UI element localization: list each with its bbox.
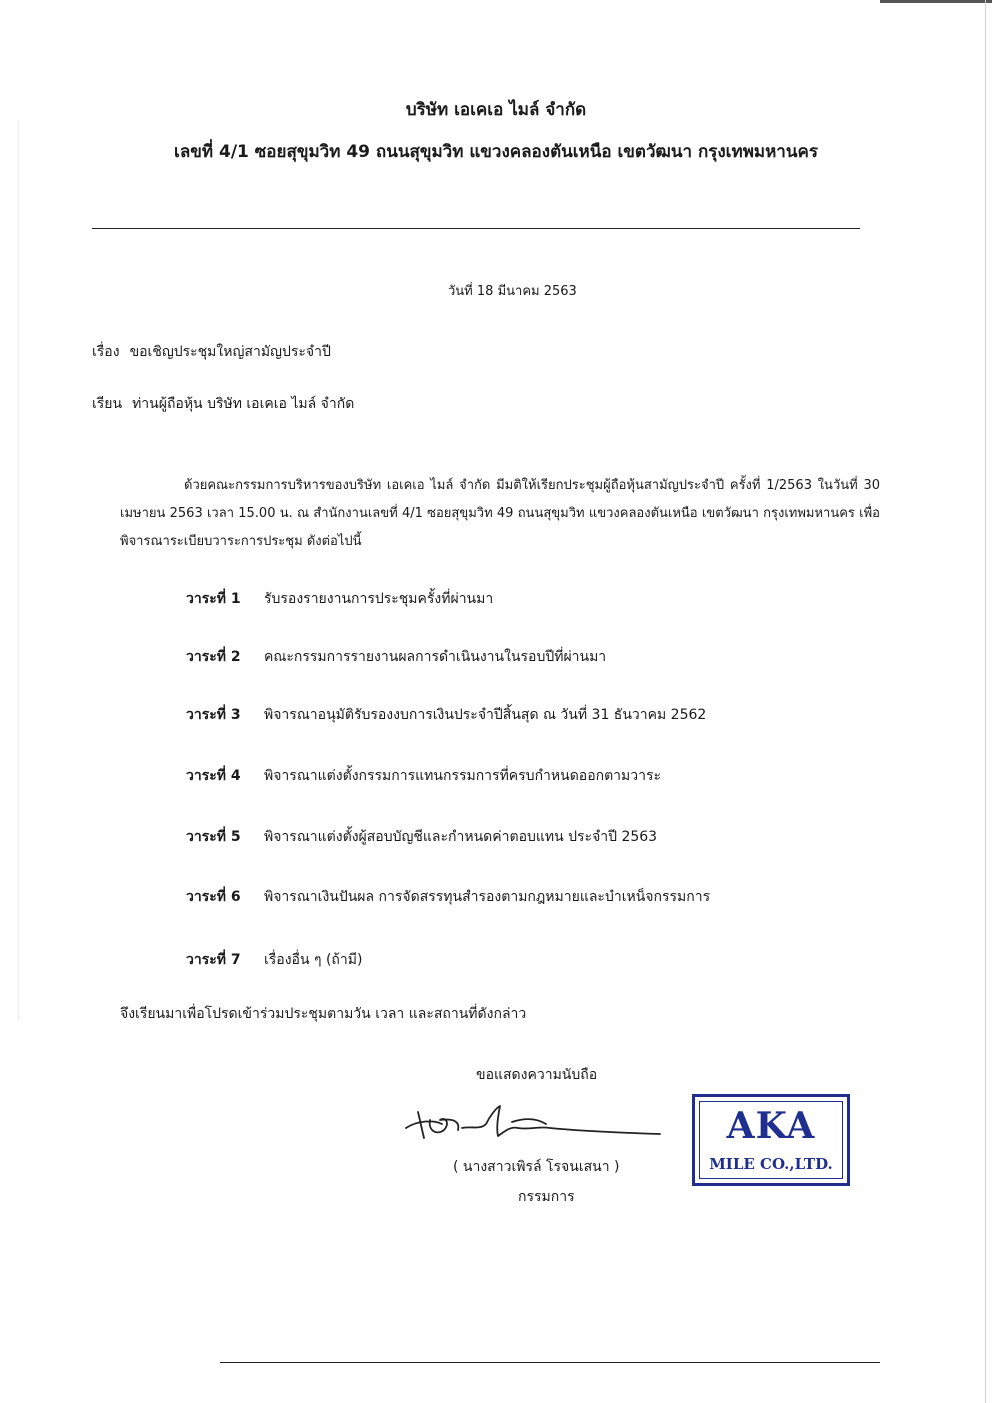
agenda-text: รับรองรายงานการประชุมครั้งที่ผ่านมา [264,591,494,607]
handwritten-signature [400,1098,700,1148]
agenda-item-4 [186,765,661,787]
subject-text: ขอเชิญประชุมใหญ่สามัญประจำปี [129,344,331,360]
signer-name: ( นางสาวเพิรล์ โรจนเสนา ) [453,1159,620,1175]
body-paragraph: ด้วยคณะกรรมการบริหารของบริษัท เอเคเอ ไมล์ จำกัด มีมติให้เรียกประชุมผู้ถือหุ้นสามัญประจำปี ครั้งที่ 1/2563 ในวันที่ 30 เมษายน 2563 เวลา 15.00 น. ณ สำนักงานเลขที่ 4/1 ซอยสุขุมวิท 49 ถนนสุขุมวิท แขวงคลองตันเหนือ เขตวัฒนา กรุงเทพมหานคร เพื่อพิจารณาระเบียบวาระการประชุม ดังต่อไปนี้ [120,478,880,549]
stamp-line-1: AKA [726,1105,816,1147]
agenda-number: วาระที่ 6 [186,889,241,905]
recipient-label: เรียน [92,396,123,412]
subject-line [92,341,331,363]
agenda-item-1 [186,588,493,610]
recipient-line [92,393,354,415]
agenda-text: เรื่องอื่น ๆ (ถ้ามี) [264,952,363,968]
scan-edge-right [985,0,986,1403]
stamp-line-2: MILE CO.,LTD. [709,1155,833,1173]
agenda-text: คณะกรรมการรายงานผลการดำเนินงานในรอบปีที่ผ่านมา [264,649,607,665]
agenda-number: วาระที่ 4 [186,768,241,784]
footer-divider [220,1362,880,1363]
agenda-item-2 [186,646,606,668]
company-address: เลขที่ 4/1 ซอยสุขุมวิท 49 ถนนสุขุมวิท แขวงคลองตันเหนือ เขตวัฒนา กรุงเทพมหานคร [174,142,818,162]
agenda-number: วาระที่ 3 [186,707,241,723]
agenda-text: พิจารณาเงินปันผล การจัดสรรทุนสำรองตามกฎหมายและบำเหน็จกรรมการ [264,889,711,905]
subject-label: เรื่อง [92,344,120,360]
agenda-item-7 [186,949,362,971]
closing-line: จึงเรียนมาเพื่อโปรดเข้าร่วมประชุมตามวัน เวลา และสถานที่ดังกล่าว [120,1006,527,1022]
company-stamp [692,1094,850,1186]
scan-edge-top [880,0,992,3]
company-name: บริษัท เอเคเอ ไมล์ จำกัด [405,100,587,120]
agenda-item-6 [186,886,710,908]
letter-date: วันที่ 18 มีนาคม 2563 [448,284,577,299]
signer-title: กรรมการ [518,1189,575,1205]
agenda-number: วาระที่ 5 [186,829,241,845]
agenda-text: พิจารณาแต่งตั้งผู้สอบบัญชีและกำหนดค่าตอบแทน ประจำปี 2563 [264,829,658,845]
agenda-number: วาระที่ 1 [186,591,241,607]
agenda-number: วาระที่ 2 [186,649,241,665]
scan-edge-left [18,120,19,1020]
regards-line: ขอแสดงความนับถือ [476,1067,598,1083]
agenda-item-3 [186,704,706,726]
agenda-number: วาระที่ 7 [186,952,241,968]
recipient-text: ท่านผู้ถือหุ้น บริษัท เอเคเอ ไมล์ จำกัด [132,396,355,412]
agenda-text: พิจารณาอนุมัติรับรองงบการเงินประจำปีสิ้นสุด ณ วันที่ 31 ธันวาคม 2562 [264,707,707,723]
agenda-item-5 [186,826,657,848]
header-divider [92,228,860,229]
agenda-text: พิจารณาแต่งตั้งกรรมการแทนกรรมการที่ครบกำหนดออกตามวาระ [264,768,662,784]
